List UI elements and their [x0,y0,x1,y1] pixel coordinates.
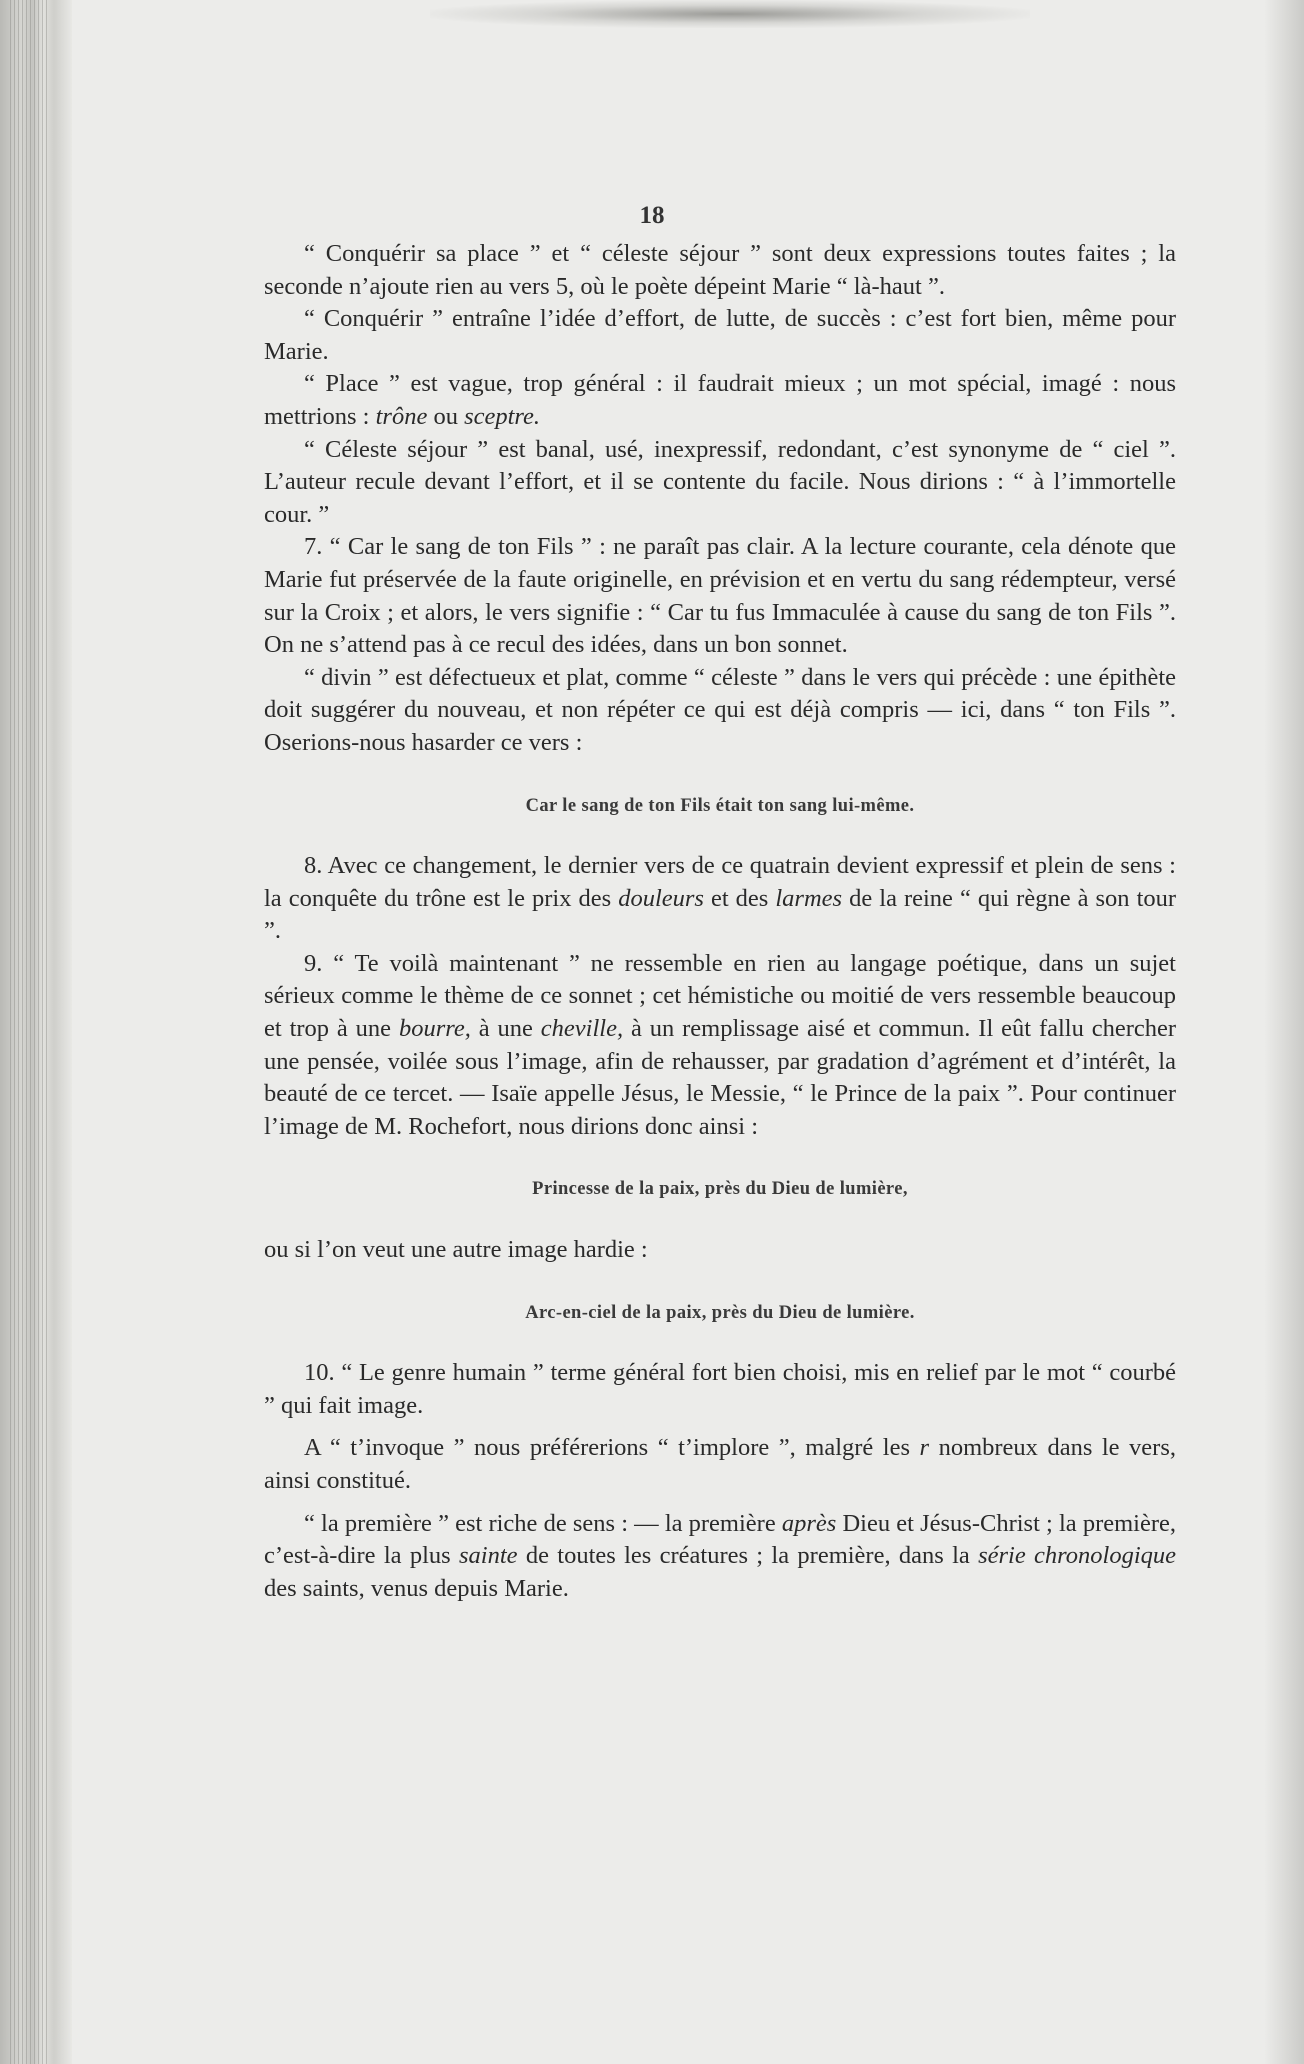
paragraph [264,1508,1176,1606]
verse-quote: Car le sang de ton Fils était ton sang lui-même. [525,795,915,816]
page-right-shadow [1264,0,1304,2064]
paragraph: ou si l’on veut une autre image hardie : [264,1236,648,1264]
scan-smudge [430,0,1030,28]
text-run: à une [478,1015,533,1043]
paragraph: “ divin ” est défectueux et plat, comme “ céleste ” dans le vers qui précède : une épithète doit suggérer du nouveau, et non répéter ce qui est déjà compris — ici, dans “ ton Fils ”. Oserions-nous hasarder ce vers : [264,663,1176,756]
paragraph: “ Conquérir ” entraîne l’idée d’effort, de lutte, de succès : c’est fort bien, même pour Marie. [264,305,1176,365]
paragraph: 10. “ Le genre humain ” terme général fort bien choisi, mis en relief par le mot “ courbé ” qui fait image. [264,1359,1176,1419]
paragraph: “ Conquérir sa place ” et “ céleste séjour ” sont deux expressions toutes faites ; la seconde n’ajoute rien au vers 5, où le poète dépeint Marie “ là-haut ”. [264,240,1176,300]
text-run-italic: r [919,1434,930,1462]
text-run: et des [710,884,769,912]
text-run-italic: larmes [775,884,843,912]
text-run: 9. “ Te voilà maintenant ” ne ressemble en rien au langage poétique, dans un sujet sérieux comme le thème de ce sonnet ; cet hémistiche ou moitié de vers ressemble beaucoup et trop à une [264,949,1176,1043]
text-run-italic: sceptre. [464,402,541,430]
text-run-italic: après [781,1509,837,1537]
text-run: 8. Avec ce changement, le dernier vers de ce quatrain devient expressif et plein de sens : la conquête du trône est le prix des [264,852,1176,912]
text-run: de la reine “ qui règne à son tour ”. [264,884,1177,945]
paragraph [264,850,1176,948]
text-run-italic: série chronologique [978,1542,1177,1570]
page-edge-stack [10,0,50,2064]
text-run-italic: trône [375,402,428,430]
text-run: des saints, venus depuis Marie. [264,1574,569,1602]
paragraph: “ Céleste séjour ” est banal, usé, inexpressif, redondant, c’est synonyme de “ ciel ”. L’auteur recule devant l’effort, et il se contente du facile. Nous dirions : “ à l’immortelle cour. ” [264,435,1176,528]
text-run-italic: douleurs [618,884,704,912]
text-run: ou [433,402,458,430]
text-run-italic: bourre, [398,1015,471,1043]
paragraph: 7. “ Car le sang de ton Fils ” : ne paraît pas clair. A la lecture courante, cela dénote que Marie fut préservée de la faute originelle, en prévision et en vertu du sang rédempteur, versé sur la Croix ; et alors, le vers signifie : “ Car tu fus Immaculée à cause du sang de ton Fils ”. On ne s’attend pas à ce recul des idées, dans un bon sonnet. [264,533,1176,659]
paragraph [264,948,1176,1144]
text-run-italic: cheville, [540,1015,624,1043]
paragraph [264,1432,1176,1497]
verse-quote: Arc-en-ciel de la paix, près du Dieu de lumière. [525,1302,915,1323]
text-run: Dieu et Jésus-Christ ; la première, c’est-à-dire la plus [264,1509,1177,1570]
page-body [264,238,1176,1605]
text-run: “ la première ” est riche de sens : — la première [304,1509,776,1537]
text-run: A “ t’invoque ” nous préférerions “ t’implore ”, malgré les [304,1434,911,1462]
text-run: “ Place ” est vague, trop général : il faudrait mieux ; un mot spécial, imagé : nous mettrions : [264,370,1176,430]
text-run: nombreux dans le vers, ainsi constitué. [264,1434,1177,1494]
paragraph [264,368,1176,433]
text-run: à un remplissage aisé et commun. Il eût fallu chercher une pensée, voilée sous l’image, afin de rehausser, par gradation d’agrément et d’intérêt, la beauté de ce tercet. — Isaïe appelle Jésus, le Messie, “ le Prince de la paix ”. Pour continuer l’image de M. Rochefort, nous dirions donc ainsi : [264,1015,1177,1140]
verse-quote: Princesse de la paix, près du Dieu de lumière, [532,1179,908,1200]
text-run: de toutes les créatures ; la première, dans la [525,1542,970,1570]
text-run-italic: sainte [458,1542,518,1570]
page-number: 18 [639,202,665,229]
